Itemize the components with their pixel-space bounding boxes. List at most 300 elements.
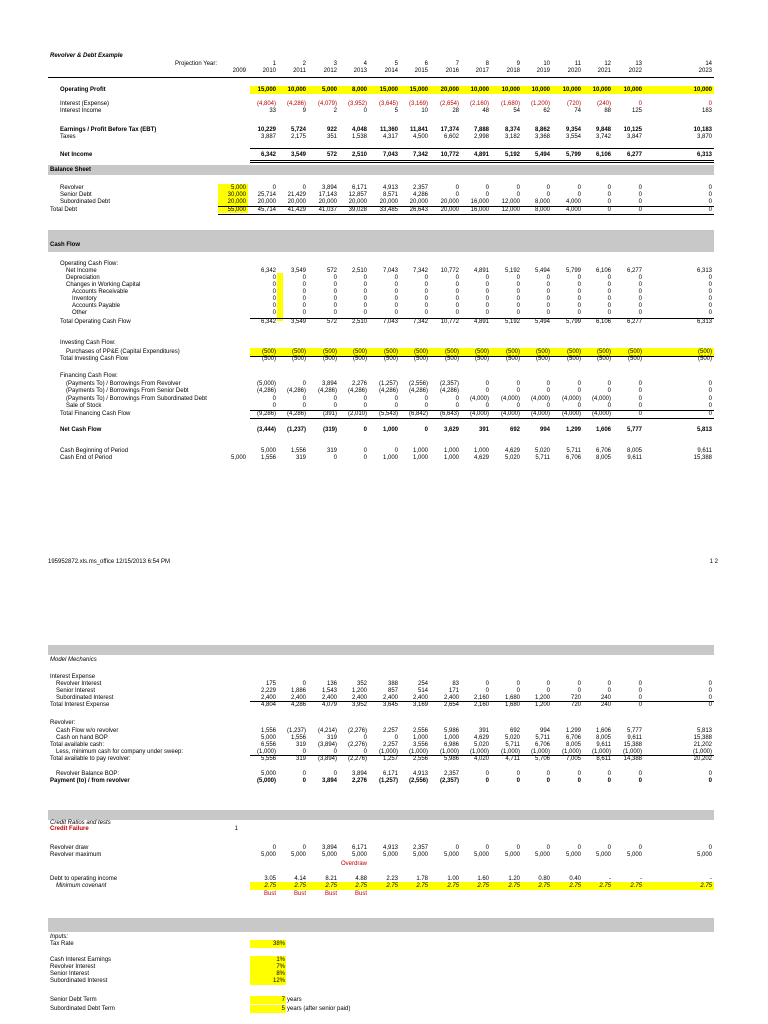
cash-flow-row-cell: (1,257) xyxy=(378,381,398,387)
mechanics-row-cell: 514 xyxy=(417,688,428,694)
revolver-label: Revolver xyxy=(60,185,84,191)
mechanics-row-cell: 0 xyxy=(363,749,367,755)
mechanics-row-cell: 6,706 xyxy=(534,742,550,748)
cash-flow-row-cell: 0 xyxy=(638,289,642,295)
cash-flow-row-cell: 7,043 xyxy=(382,319,398,325)
revolver-cell: 2,357 xyxy=(412,185,428,191)
minimum-covenant-cell: 2.75 xyxy=(264,883,276,889)
mechanics-row-cell: 0 xyxy=(516,688,520,694)
cash-flow-row-cell: 0 xyxy=(708,388,712,394)
cash-flow-row-cell: 0 xyxy=(485,289,489,295)
cash-flow-row-cell: 0 xyxy=(485,403,489,409)
senior-debt-cell: 21,429 xyxy=(287,192,306,198)
year-header: 2012 xyxy=(323,68,337,74)
revolver-maximum-cell: 5,000 xyxy=(321,852,337,858)
interest-income-label: Interest Income xyxy=(60,108,102,114)
period-number: 9 xyxy=(516,61,520,67)
cash-flow-row-cell: 0 xyxy=(272,282,276,288)
input-value: 12% xyxy=(272,978,285,984)
cash-flow-row-cell: (500) xyxy=(697,356,712,362)
page-number: 1 2 xyxy=(709,559,718,565)
mechanics-row-cell: 0 xyxy=(708,702,712,708)
cash-flow-row-cell: 6,106 xyxy=(595,319,611,325)
period-number: 7 xyxy=(455,61,459,67)
cash-flow-row-cell: 0 xyxy=(424,303,428,309)
cash-flow-row-cell: (500) xyxy=(261,349,276,355)
cash-flow-row-cell: (4,286) xyxy=(408,388,428,394)
cash-flow-row-cell: 0 xyxy=(577,296,581,302)
mechanics-row-cell: 0 xyxy=(516,681,520,687)
mechanics-row-cell: (3,894) xyxy=(317,756,337,762)
mechanics-row-cell: 8,005 xyxy=(565,742,581,748)
ebt-cell: 10,125 xyxy=(623,127,642,133)
period-number: 3 xyxy=(333,61,337,67)
cash-flow-row-cell: (500) xyxy=(627,349,642,355)
revolver-draw-cell: 0 xyxy=(708,845,712,851)
input-label: Senior Debt Term xyxy=(50,997,97,1003)
total-debt-cell: 8,000 xyxy=(534,207,550,213)
cash-flow-row-cell: 0 xyxy=(516,296,520,302)
cash-flow-row-cell: (500) xyxy=(413,356,428,362)
mechanics-row-cell: 0 xyxy=(363,735,367,741)
cash-flow-row-label: Depreciation xyxy=(66,275,100,281)
cash-flow-row-cell: 0 xyxy=(424,282,428,288)
balance-sheet-band xyxy=(48,165,714,175)
underline xyxy=(250,418,714,419)
subordinated-debt-cell: 20,000 xyxy=(227,199,246,205)
mechanics-row-cell: 4,079 xyxy=(321,702,337,708)
taxes-cell: 3,368 xyxy=(534,134,550,140)
cash-flow-row-cell: 0 xyxy=(516,388,520,394)
cash-flow-row-cell: 5,192 xyxy=(504,319,520,325)
revolver-draw-cell: 3,894 xyxy=(321,845,337,851)
cash-flow-row-cell: (4,000) xyxy=(561,411,581,417)
cash-flow-row-cell: 0 xyxy=(302,303,306,309)
mechanics-row-cell: 5,706 xyxy=(534,756,550,762)
subordinated-debt-cell: 20,000 xyxy=(348,199,367,205)
cash-flow-row-cell: (500) xyxy=(535,356,550,362)
mechanics-row-cell: (4,214) xyxy=(317,728,337,734)
mechanics-row-cell: (2,276) xyxy=(347,756,367,762)
cash-flow-row-cell: 0 xyxy=(272,275,276,281)
mechanics-row-cell: 319 xyxy=(295,756,306,762)
interest-income-cell: 5 xyxy=(394,108,398,114)
bust-flag-cell: Bust xyxy=(263,891,276,897)
mechanics-row-cell: 5,556 xyxy=(260,756,276,762)
mechanics-row-cell: 352 xyxy=(356,681,367,687)
subordinated-debt-cell: 4,000 xyxy=(565,199,581,205)
net-income-cell: 4,891 xyxy=(473,152,489,158)
cash-flow-row-cell: 1,000 xyxy=(443,455,459,461)
cash-flow-row-cell: 0 xyxy=(333,289,337,295)
revolver-maximum-cell: 5,000 xyxy=(382,852,398,858)
cash-flow-row-cell: 0 xyxy=(363,427,367,433)
mechanics-row-label: Revolver: xyxy=(50,720,76,726)
revolver-maximum-cell: 5,000 xyxy=(351,852,367,858)
net-income-cell: 6,313 xyxy=(696,152,712,158)
cash-flow-row-cell: 692 xyxy=(509,427,520,433)
bust-flag-cell: Bust xyxy=(324,891,337,897)
credit-failure-value: 1 xyxy=(234,826,238,832)
cash-flow-row-cell: 0 xyxy=(638,303,642,309)
mechanics-row-cell: (1,000) xyxy=(439,749,459,755)
cash-flow-row-cell: 0 xyxy=(516,303,520,309)
total-debt-cell: 26,643 xyxy=(409,207,428,213)
interest-expense-cell: (4,804) xyxy=(256,101,276,107)
total-debt-cell: 33,485 xyxy=(379,207,398,213)
mechanics-row-cell: 1,556 xyxy=(290,735,306,741)
mechanics-row-cell: 0 xyxy=(708,681,712,687)
mechanics-row-cell: 5,020 xyxy=(473,742,489,748)
mechanics-row-cell: 4,913 xyxy=(412,771,428,777)
revolver-cell: 5,000 xyxy=(230,185,246,191)
cash-flow-row-cell: 0 xyxy=(638,296,642,302)
cash-flow-row-cell: 0 xyxy=(607,296,611,302)
mechanics-row-cell: 1,000 xyxy=(412,735,428,741)
mechanics-row-cell: 5,986 xyxy=(443,756,459,762)
mechanics-row-cell: 2,654 xyxy=(443,702,459,708)
taxes-cell: 1,538 xyxy=(351,134,367,140)
mechanics-row-cell: 319 xyxy=(326,735,337,741)
total-debt-cell: 0 xyxy=(607,207,611,213)
cash-flow-row-cell: 4,629 xyxy=(473,455,489,461)
cash-flow-row-cell: (500) xyxy=(291,349,306,355)
cash-flow-row-cell: 0 xyxy=(516,289,520,295)
revolver-maximum-cell: 5,000 xyxy=(290,852,306,858)
period-number: 1 xyxy=(272,61,276,67)
year-header: 2019 xyxy=(536,68,550,74)
mechanics-row-cell: 3,894 xyxy=(351,771,367,777)
interest-expense-cell: (1,200) xyxy=(530,101,550,107)
mechanics-row-cell: (1,237) xyxy=(286,728,306,734)
cash-flow-row-cell: 0 xyxy=(333,403,337,409)
mechanics-row-cell: 1,886 xyxy=(290,688,306,694)
cash-flow-row-cell: 1,000 xyxy=(473,448,489,454)
net-income-cell: 6,277 xyxy=(626,152,642,158)
cash-flow-row-cell: 1,000 xyxy=(443,448,459,454)
mechanics-row-cell: 0 xyxy=(638,778,642,784)
senior-debt-cell: 25,714 xyxy=(257,192,276,198)
cash-flow-row-cell: 0 xyxy=(333,303,337,309)
interest-income-cell: 33 xyxy=(269,108,276,114)
cash-flow-row-cell: (4,000) xyxy=(469,396,489,402)
underline xyxy=(250,356,714,357)
cash-flow-row-cell: (500) xyxy=(322,356,337,362)
cash-flow-row-cell: 1,606 xyxy=(595,427,611,433)
cash-flow-row-cell: 0 xyxy=(333,455,337,461)
cash-flow-row-label: Operating Cash Flow: xyxy=(60,261,119,267)
operating-profit-cell: 10,000 xyxy=(531,87,550,93)
cash-flow-row-cell: 0 xyxy=(708,289,712,295)
total-debt-cell: 45,714 xyxy=(257,207,276,213)
mechanics-row-cell: 2,276 xyxy=(351,778,367,784)
taxes-cell: 3,742 xyxy=(595,134,611,140)
debt-to-operating-income-cell: 1.60 xyxy=(477,876,489,882)
mechanics-row-label: Total Interest Expense xyxy=(50,702,110,708)
subordinated-debt-cell: 0 xyxy=(638,199,642,205)
revolver-cell: 0 xyxy=(638,185,642,191)
cash-flow-row-cell: 0 xyxy=(607,303,611,309)
cash-flow-row-cell: 0 xyxy=(302,403,306,409)
cash-flow-row-cell: 0 xyxy=(302,396,306,402)
cash-flow-row-cell: 5,494 xyxy=(534,319,550,325)
revolver-maximum-cell: 5,000 xyxy=(534,852,550,858)
net-income-cell: 6,106 xyxy=(595,152,611,158)
senior-debt-label: Senior Debt xyxy=(60,192,92,198)
revolver-cell: 0 xyxy=(302,185,306,191)
mechanics-row-cell: 136 xyxy=(326,681,337,687)
revolver-maximum-cell: 5,000 xyxy=(696,852,712,858)
mechanics-row-cell: 0 xyxy=(607,681,611,687)
cash-flow-row-cell: (4,286) xyxy=(378,388,398,394)
input-label: Subordinated Debt Term xyxy=(50,1006,115,1012)
cash-flow-row-cell: 0 xyxy=(302,381,306,387)
cash-flow-row-cell: 0 xyxy=(363,455,367,461)
ebt-cell: 5,724 xyxy=(290,127,306,133)
senior-debt-cell: 0 xyxy=(516,192,520,198)
cash-flow-row-cell: 8,005 xyxy=(626,448,642,454)
interest-income-cell: 2 xyxy=(333,108,337,114)
mechanics-row-cell: 20,202 xyxy=(693,756,712,762)
revolver-draw-cell: 0 xyxy=(577,845,581,851)
mechanics-row-cell: 0 xyxy=(516,771,520,777)
mechanics-row-cell: (3,894) xyxy=(317,742,337,748)
mechanics-row-cell: 21,202 xyxy=(693,742,712,748)
year-header: 2017 xyxy=(475,68,489,74)
cash-flow-row-cell: 5,020 xyxy=(504,455,520,461)
cash-flow-row-cell: 7,342 xyxy=(412,268,428,274)
cash-flow-row-cell: 1,299 xyxy=(565,427,581,433)
minimum-covenant-cell: 2.75 xyxy=(569,883,581,889)
cash-flow-row-cell: 0 xyxy=(546,303,550,309)
balance-sheet-title: Balance Sheet xyxy=(50,167,92,173)
mechanics-row-cell: 4,020 xyxy=(473,756,489,762)
revolver-cell: 6,171 xyxy=(351,185,367,191)
mechanics-row-cell: 2,229 xyxy=(260,688,276,694)
period-number: 10 xyxy=(543,61,550,67)
minimum-covenant-cell: 2.75 xyxy=(477,883,489,889)
cash-flow-row-cell: 0 xyxy=(546,275,550,281)
debt-to-operating-income-cell: 0.40 xyxy=(569,876,581,882)
cash-flow-row-cell: (4,000) xyxy=(500,411,520,417)
revolver-maximum-cell: 5,000 xyxy=(626,852,642,858)
cash-flow-row-cell: 6,277 xyxy=(626,268,642,274)
cash-flow-row-cell: 0 xyxy=(708,310,712,316)
period-number: 13 xyxy=(635,61,642,67)
cash-flow-row-cell: 0 xyxy=(394,275,398,281)
revolver-maximum-cell: 5,000 xyxy=(565,852,581,858)
cash-flow-row-cell: (500) xyxy=(352,349,367,355)
cash-flow-row-cell: 5,799 xyxy=(565,268,581,274)
cash-flow-row-cell: 0 xyxy=(516,275,520,281)
mechanics-row-cell: 3,894 xyxy=(321,778,337,784)
mechanics-row-cell: 388 xyxy=(387,681,398,687)
cash-flow-row-cell: 15,388 xyxy=(693,455,712,461)
cash-flow-row-cell: 3,629 xyxy=(443,427,459,433)
cash-flow-row-cell: (2,010) xyxy=(347,411,367,417)
operating-profit-cell: 10,000 xyxy=(562,87,581,93)
mechanics-row-label: Payment (to) / from revolver xyxy=(50,778,130,784)
mechanics-row-cell: 5,000 xyxy=(260,735,276,741)
cash-flow-row-cell: 0 xyxy=(394,289,398,295)
mechanics-row-cell: 2,400 xyxy=(443,695,459,701)
cash-flow-row-cell: 0 xyxy=(363,303,367,309)
cash-flow-row-cell: 2,510 xyxy=(351,319,367,325)
minimum-covenant-cell: 2.75 xyxy=(630,883,642,889)
cash-flow-row-cell: 0 xyxy=(333,396,337,402)
cash-flow-row-cell: 3,549 xyxy=(290,319,306,325)
cash-flow-row-cell: 0 xyxy=(607,388,611,394)
operating-profit-cell: 8,000 xyxy=(351,87,367,93)
mechanics-row-cell: 2,160 xyxy=(473,702,489,708)
cash-flow-row-cell: 4,891 xyxy=(473,268,489,274)
cash-flow-row-cell: 0 xyxy=(302,282,306,288)
mechanics-row-cell: (1,000) xyxy=(500,749,520,755)
mechanics-row-cell: 0 xyxy=(638,688,642,694)
cash-flow-row-cell: 0 xyxy=(455,296,459,302)
mechanics-row-cell: 4,286 xyxy=(290,702,306,708)
interest-income-cell: 54 xyxy=(513,108,520,114)
cash-flow-row-cell: (500) xyxy=(261,356,276,362)
mechanics-row-cell: 0 xyxy=(485,681,489,687)
cash-flow-row-cell: 0 xyxy=(607,282,611,288)
cash-flow-row-cell: 0 xyxy=(577,275,581,281)
year-header: 2018 xyxy=(506,68,520,74)
mechanics-row-cell: 2,160 xyxy=(473,695,489,701)
mechanics-row-cell: 0 xyxy=(607,778,611,784)
revolver-maximum-cell: 5,000 xyxy=(504,852,520,858)
cash-flow-row-cell: 572 xyxy=(326,268,337,274)
cash-flow-row-cell: 9,611 xyxy=(627,455,642,461)
cash-flow-row-cell: 0 xyxy=(424,396,428,402)
interest-expense-cell: (3,645) xyxy=(378,101,398,107)
revolver-draw-cell: 0 xyxy=(638,845,642,851)
cash-flow-row-cell: 2,510 xyxy=(351,268,367,274)
mechanics-row-cell: 0 xyxy=(546,771,550,777)
mechanics-row-cell: 4,804 xyxy=(260,702,276,708)
cash-flow-row-cell: 3,549 xyxy=(290,268,306,274)
mechanics-row-cell: 0 xyxy=(577,688,581,694)
cash-flow-row-cell: (500) xyxy=(383,349,398,355)
mechanics-row-cell: 2,357 xyxy=(443,771,459,777)
cash-flow-row-cell: 0 xyxy=(424,289,428,295)
cash-flow-row-cell: 4,891 xyxy=(473,319,489,325)
cash-flow-row-cell: (3,444) xyxy=(256,427,276,433)
year-header: 2016 xyxy=(445,68,459,74)
total-debt-cell: 16,000 xyxy=(470,207,489,213)
mechanics-row-cell: 0 xyxy=(708,778,712,784)
period-number: 12 xyxy=(604,61,611,67)
cash-flow-row-cell: 0 xyxy=(363,396,367,402)
cash-flow-row-label: (Payments To) / Borrowings From Revolver xyxy=(66,381,181,387)
cash-flow-row-cell: (500) xyxy=(444,356,459,362)
revolver-draw-cell: 2,357 xyxy=(412,845,428,851)
mechanics-row-cell: 857 xyxy=(387,688,398,694)
interest-income-cell: 48 xyxy=(482,108,489,114)
interest-expense-cell: (4,079) xyxy=(317,101,337,107)
cash-flow-row-cell: 5,711 xyxy=(535,455,550,461)
ebt-cell: 4,048 xyxy=(351,127,367,133)
interest-expense-cell: (4,286) xyxy=(286,101,306,107)
mechanics-row-label: Cash on hand BOP xyxy=(56,735,108,741)
cash-flow-row-cell: 0 xyxy=(302,289,306,295)
cash-flow-row-cell: 5,020 xyxy=(534,448,550,454)
mechanics-row-cell: 0 xyxy=(638,771,642,777)
mechanics-row-cell: 1,000 xyxy=(443,735,459,741)
cash-flow-row-cell: 0 xyxy=(485,282,489,288)
cash-flow-row-label: Financing Cash Flow: xyxy=(60,373,118,379)
taxes-cell: 351 xyxy=(326,134,337,140)
cash-flow-row-cell: 0 xyxy=(638,310,642,316)
mechanics-row-cell: 2,400 xyxy=(290,695,306,701)
cash-flow-row-cell: (6,842) xyxy=(408,411,428,417)
cash-flow-row-cell: (500) xyxy=(413,349,428,355)
revolver-maximum-cell: 5,000 xyxy=(412,852,428,858)
cash-flow-row-cell: 0 xyxy=(708,296,712,302)
mechanics-row-cell: 8,611 xyxy=(596,756,611,762)
mechanics-row-cell: 240 xyxy=(600,702,611,708)
mechanics-row-cell: 2,257 xyxy=(382,728,398,734)
cash-flow-row-cell: 0 xyxy=(485,303,489,309)
cash-flow-row-label: Changes in Working Capital xyxy=(66,282,141,288)
revolver-draw-cell: 0 xyxy=(607,845,611,851)
cash-flow-row-cell: (4,000) xyxy=(530,396,550,402)
debt-to-operating-income-cell: 8.21 xyxy=(325,876,337,882)
senior-debt-cell: 8,571 xyxy=(382,192,398,198)
minimum-covenant-cell: 2.75 xyxy=(508,883,520,889)
debt-to-operating-income-cell: - xyxy=(640,876,642,882)
year-header: 2022 xyxy=(628,68,642,74)
cash-flow-row-cell: 0 xyxy=(394,303,398,309)
mechanics-row-cell: 175 xyxy=(265,681,276,687)
revolver-cell: 0 xyxy=(546,185,550,191)
underline xyxy=(250,148,714,149)
cash-flow-row-cell: 0 xyxy=(424,427,428,433)
cash-flow-row-cell: 6,277 xyxy=(626,319,642,325)
cash-flow-row-cell: 0 xyxy=(272,289,276,295)
cash-flow-row-cell: 0 xyxy=(455,396,459,402)
cash-flow-row-cell: 0 xyxy=(708,381,712,387)
debt-to-operating-income-cell: 2.23 xyxy=(386,876,398,882)
mechanics-row-cell: 0 xyxy=(516,778,520,784)
period-number: 11 xyxy=(574,61,581,67)
senior-debt-cell: 0 xyxy=(577,192,581,198)
ebt-cell: 17,374 xyxy=(440,127,459,133)
revolver-cell: 0 xyxy=(485,185,489,191)
mechanics-row-cell: 0 xyxy=(485,688,489,694)
cash-flow-row-cell: 0 xyxy=(485,296,489,302)
cash-flow-row-cell: 0 xyxy=(607,289,611,295)
mechanics-row-cell: 1,200 xyxy=(351,688,367,694)
revolver-maximum-label: Revolver maximum xyxy=(50,852,102,858)
cash-flow-row-cell: 5,777 xyxy=(626,427,642,433)
total-debt-cell: 55,000 xyxy=(227,207,246,213)
overdraw-flag-cell: Overdraw xyxy=(340,861,367,867)
mechanics-row-cell: (2,556) xyxy=(408,778,428,784)
cash-flow-row-cell: 0 xyxy=(485,388,489,394)
ebt-cell: 11,841 xyxy=(409,127,428,133)
credit-failure-label: Credit Failure xyxy=(50,826,89,832)
cash-flow-row-cell: 0 xyxy=(394,396,398,402)
total-debt-cell: 0 xyxy=(638,207,642,213)
cash-flow-row-cell: 0 xyxy=(333,282,337,288)
subordinated-debt-cell: 20,000 xyxy=(440,199,459,205)
cash-flow-row-cell: (5,543) xyxy=(378,411,398,417)
mechanics-row-cell: (1,257) xyxy=(378,778,398,784)
cash-flow-row-cell: 0 xyxy=(577,403,581,409)
input-value: 7% xyxy=(276,964,285,970)
mechanics-row-cell: 2,556 xyxy=(412,728,428,734)
